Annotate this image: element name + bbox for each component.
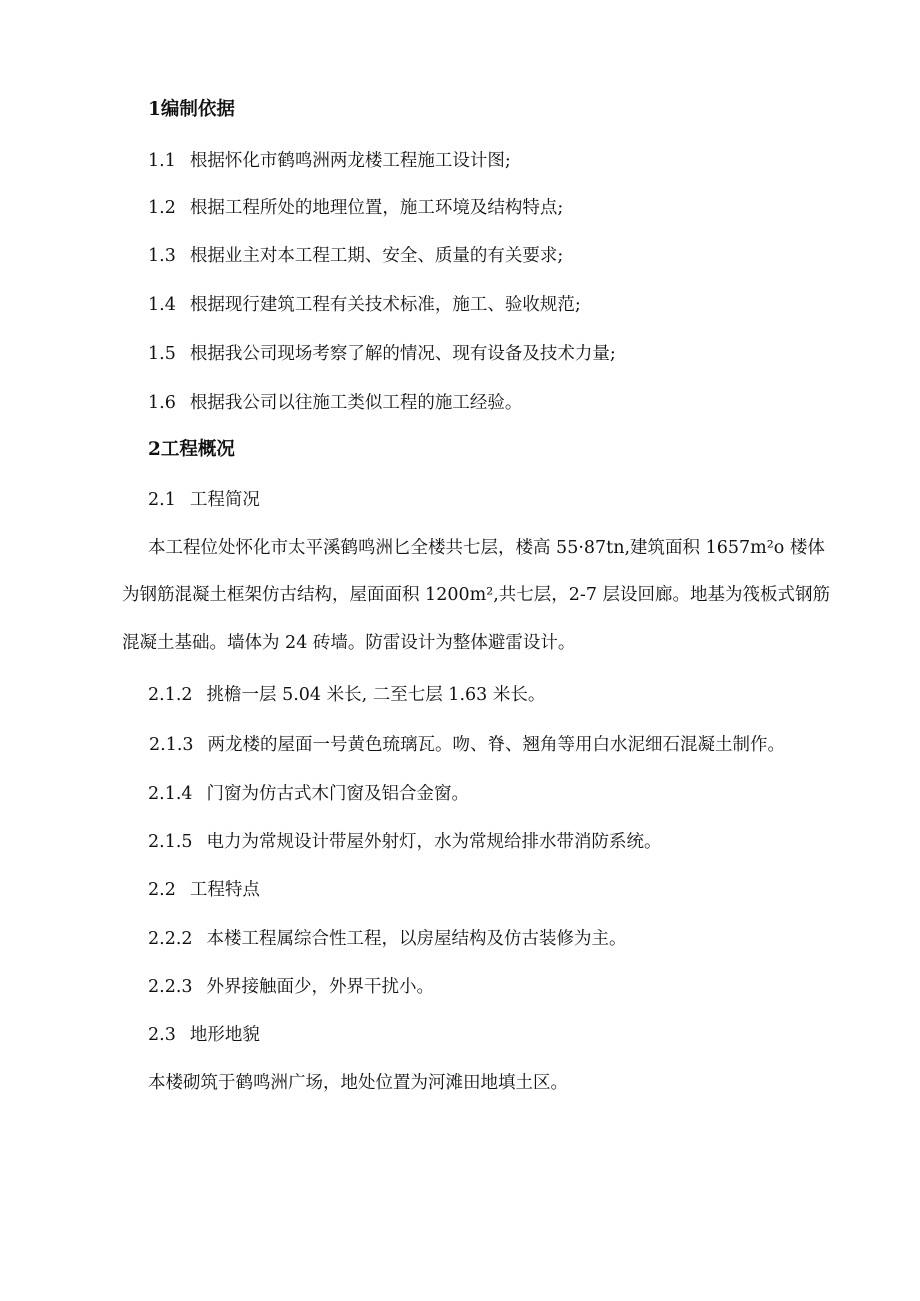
list-item: [148, 196, 563, 220]
list-item: [148, 244, 563, 268]
item-text: 本楼工程属综合性工程，以房屋结构及仿古装修为主。: [206, 929, 627, 949]
list-item: [149, 733, 785, 757]
list-item: [148, 683, 545, 707]
paragraph-line: 本工程位处怀化市太平溪鹤鸣洲匕全楼共七层，楼高 55·87tn,建筑面积 1657m²o 楼体: [148, 538, 825, 558]
paragraph-line: 混凝土基础。墙体为 24 砖墙。防雷设计为整体避雷设计。: [122, 633, 576, 653]
list-item: [148, 342, 616, 366]
item-number: 2.1.3: [149, 735, 194, 755]
item-number: 1.4: [148, 295, 176, 315]
item-text: 挑檐一层 5.04 米长, 二至七层 1.63 米长。: [206, 685, 546, 705]
list-item: [148, 830, 662, 854]
item-text: 两龙楼的屋面一号黄色琉璃瓦。吻、脊、翘角等用白水泥细石混凝土制作。: [207, 735, 786, 755]
section-2-heading: [148, 438, 235, 462]
section-title: 编制依据: [160, 99, 235, 120]
list-item: [148, 293, 581, 317]
item-text: 地形地貌: [189, 1025, 260, 1045]
item-number: 1.3: [148, 246, 176, 266]
subsection-2-1-heading: [148, 488, 260, 512]
item-text: 根据工程所处的地理位置，施工环境及结构特点;: [189, 198, 564, 218]
subsection-2-2-heading: [148, 878, 260, 902]
paragraph-line: 本楼砌筑于鹤鸣洲广场，地处位置为河滩田地填土区。: [148, 1073, 568, 1093]
item-number: 2.2.3: [148, 977, 193, 997]
item-number: 2.1: [148, 490, 176, 510]
list-item: [148, 782, 469, 806]
section-1-heading: [148, 98, 235, 122]
item-number: 2.1.4: [148, 784, 193, 804]
item-text: 根据业主对本工程工期、安全、质量的有关要求;: [189, 246, 564, 266]
list-item: [148, 391, 522, 415]
list-item: [148, 149, 511, 173]
section-number: 1: [148, 99, 161, 120]
list-item: [148, 975, 434, 999]
item-text: 外界接触面少，外界干扰小。: [206, 977, 435, 997]
item-text: 电力为常规设计带屋外射灯，水为常规给排水带消防系统。: [206, 832, 662, 852]
item-number: 2.2: [148, 880, 176, 900]
item-number: 2.2.2: [148, 929, 193, 949]
paragraph-line: 为钢筋混凝土框架仿古结构，屋面面积 1200m²,共七层，2-7 层设回廊。地基为筏板式钢筋: [122, 585, 831, 605]
item-text: 门窗为仿古式木门窗及铝合金窗。: [206, 784, 470, 804]
section-title: 工程概况: [160, 439, 235, 460]
item-text: 根据我公司现场考察了解的情况、现有设备及技术力量;: [189, 344, 616, 364]
section-number: 2: [148, 439, 161, 460]
item-number: 1.5: [148, 344, 176, 364]
item-text: 根据怀化市鹤鸣洲两龙楼工程施工设计图;: [189, 151, 511, 171]
item-text: 工程简况: [189, 490, 260, 510]
item-text: 根据我公司以往施工类似工程的施工经验。: [189, 393, 523, 413]
item-number: 1.6: [148, 393, 176, 413]
item-text: 根据现行建筑工程有关技术标准，施工、验收规范;: [189, 295, 581, 315]
list-item: [148, 927, 627, 951]
item-text: 工程特点: [189, 880, 260, 900]
item-number: 1.2: [148, 198, 176, 218]
item-number: 2.1.5: [148, 832, 193, 852]
item-number: 2.3: [148, 1025, 176, 1045]
item-number: 2.1.2: [148, 685, 193, 705]
item-number: 1.1: [148, 151, 176, 171]
subsection-2-3-heading: [148, 1023, 260, 1047]
